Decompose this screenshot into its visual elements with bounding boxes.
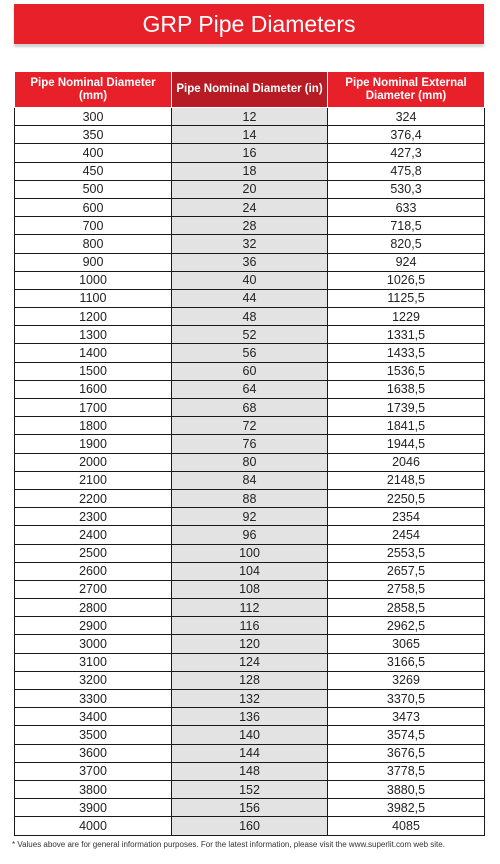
header-nominal-diameter-in: Pipe Nominal Diameter (in) xyxy=(172,72,328,108)
header-external-diameter-mm: Pipe Nominal External Diameter (mm) xyxy=(328,72,485,108)
cell-nominal-diameter-in: 12 xyxy=(172,108,328,126)
table-row xyxy=(15,308,485,326)
table-row xyxy=(15,799,485,817)
table-body xyxy=(15,108,485,836)
cell-nominal-diameter-in: 100 xyxy=(172,544,328,562)
cell-nominal-diameter-in: 116 xyxy=(172,617,328,635)
cell-nominal-diameter-in: 20 xyxy=(172,180,328,198)
cell-nominal-diameter-mm: 3900 xyxy=(15,799,172,817)
cell-nominal-diameter-mm: 400 xyxy=(15,144,172,162)
table-row xyxy=(15,453,485,471)
cell-external-diameter-mm: 376,4 xyxy=(328,126,485,144)
cell-external-diameter-mm: 2962,5 xyxy=(328,617,485,635)
cell-nominal-diameter-in: 64 xyxy=(172,380,328,398)
cell-nominal-diameter-mm: 2300 xyxy=(15,508,172,526)
cell-nominal-diameter-mm: 3100 xyxy=(15,653,172,671)
cell-nominal-diameter-in: 108 xyxy=(172,580,328,598)
cell-nominal-diameter-mm: 1900 xyxy=(15,435,172,453)
cell-external-diameter-mm: 633 xyxy=(328,198,485,216)
cell-external-diameter-mm: 3166,5 xyxy=(328,653,485,671)
table-row xyxy=(15,526,485,544)
table-row xyxy=(15,126,485,144)
cell-external-diameter-mm: 2553,5 xyxy=(328,544,485,562)
table-row xyxy=(15,780,485,798)
cell-nominal-diameter-in: 136 xyxy=(172,708,328,726)
pipe-diameter-table-container xyxy=(14,71,484,836)
cell-nominal-diameter-in: 18 xyxy=(172,162,328,180)
cell-external-diameter-mm: 1433,5 xyxy=(328,344,485,362)
cell-nominal-diameter-mm: 2500 xyxy=(15,544,172,562)
cell-nominal-diameter-in: 120 xyxy=(172,635,328,653)
cell-nominal-diameter-mm: 450 xyxy=(15,162,172,180)
cell-nominal-diameter-mm: 700 xyxy=(15,217,172,235)
cell-nominal-diameter-mm: 2400 xyxy=(15,526,172,544)
cell-nominal-diameter-mm: 2000 xyxy=(15,453,172,471)
cell-nominal-diameter-in: 96 xyxy=(172,526,328,544)
cell-nominal-diameter-mm: 300 xyxy=(15,108,172,126)
cell-external-diameter-mm: 718,5 xyxy=(328,217,485,235)
cell-nominal-diameter-in: 140 xyxy=(172,726,328,744)
table-row xyxy=(15,762,485,780)
table-row xyxy=(15,344,485,362)
table-row xyxy=(15,562,485,580)
table-row xyxy=(15,580,485,598)
cell-nominal-diameter-mm: 1100 xyxy=(15,289,172,307)
table-row xyxy=(15,508,485,526)
cell-nominal-diameter-mm: 3800 xyxy=(15,780,172,798)
cell-external-diameter-mm: 2354 xyxy=(328,508,485,526)
table-row xyxy=(15,380,485,398)
cell-nominal-diameter-in: 80 xyxy=(172,453,328,471)
cell-nominal-diameter-mm: 1200 xyxy=(15,308,172,326)
cell-external-diameter-mm: 530,3 xyxy=(328,180,485,198)
cell-nominal-diameter-in: 76 xyxy=(172,435,328,453)
cell-nominal-diameter-in: 36 xyxy=(172,253,328,271)
table-row xyxy=(15,180,485,198)
cell-nominal-diameter-mm: 500 xyxy=(15,180,172,198)
cell-nominal-diameter-in: 148 xyxy=(172,762,328,780)
cell-nominal-diameter-mm: 3500 xyxy=(15,726,172,744)
cell-nominal-diameter-mm: 3200 xyxy=(15,671,172,689)
cell-nominal-diameter-mm: 2200 xyxy=(15,489,172,507)
table-row xyxy=(15,817,485,835)
cell-nominal-diameter-in: 28 xyxy=(172,217,328,235)
cell-external-diameter-mm: 2657,5 xyxy=(328,562,485,580)
cell-external-diameter-mm: 1944,5 xyxy=(328,435,485,453)
table-row xyxy=(15,599,485,617)
cell-nominal-diameter-in: 44 xyxy=(172,289,328,307)
cell-nominal-diameter-in: 160 xyxy=(172,817,328,835)
cell-nominal-diameter-in: 104 xyxy=(172,562,328,580)
cell-nominal-diameter-mm: 3000 xyxy=(15,635,172,653)
table-row xyxy=(15,726,485,744)
table-row xyxy=(15,417,485,435)
table-row xyxy=(15,489,485,507)
header-nominal-diameter-mm: Pipe Nominal Diameter (mm) xyxy=(15,72,172,108)
cell-nominal-diameter-mm: 1600 xyxy=(15,380,172,398)
cell-nominal-diameter-mm: 3300 xyxy=(15,690,172,708)
cell-external-diameter-mm: 1331,5 xyxy=(328,326,485,344)
cell-nominal-diameter-in: 152 xyxy=(172,780,328,798)
cell-nominal-diameter-in: 124 xyxy=(172,653,328,671)
cell-nominal-diameter-mm: 1400 xyxy=(15,344,172,362)
cell-nominal-diameter-in: 68 xyxy=(172,399,328,417)
cell-nominal-diameter-mm: 4000 xyxy=(15,817,172,835)
cell-nominal-diameter-in: 88 xyxy=(172,489,328,507)
table-row xyxy=(15,671,485,689)
table-row xyxy=(15,235,485,253)
cell-external-diameter-mm: 3269 xyxy=(328,671,485,689)
cell-external-diameter-mm: 2148,5 xyxy=(328,471,485,489)
table-row xyxy=(15,544,485,562)
cell-nominal-diameter-mm: 2700 xyxy=(15,580,172,598)
cell-nominal-diameter-in: 112 xyxy=(172,599,328,617)
cell-nominal-diameter-mm: 1500 xyxy=(15,362,172,380)
cell-external-diameter-mm: 1026,5 xyxy=(328,271,485,289)
cell-nominal-diameter-in: 32 xyxy=(172,235,328,253)
cell-nominal-diameter-in: 84 xyxy=(172,471,328,489)
cell-nominal-diameter-in: 72 xyxy=(172,417,328,435)
cell-external-diameter-mm: 1536,5 xyxy=(328,362,485,380)
table-row xyxy=(15,326,485,344)
cell-external-diameter-mm: 475,8 xyxy=(328,162,485,180)
cell-nominal-diameter-mm: 2100 xyxy=(15,471,172,489)
table-row xyxy=(15,217,485,235)
cell-nominal-diameter-mm: 3700 xyxy=(15,762,172,780)
cell-external-diameter-mm: 1125,5 xyxy=(328,289,485,307)
cell-nominal-diameter-in: 24 xyxy=(172,198,328,216)
cell-nominal-diameter-in: 92 xyxy=(172,508,328,526)
table-row xyxy=(15,635,485,653)
cell-external-diameter-mm: 2250,5 xyxy=(328,489,485,507)
table-row xyxy=(15,362,485,380)
cell-external-diameter-mm: 1638,5 xyxy=(328,380,485,398)
cell-external-diameter-mm: 2758,5 xyxy=(328,580,485,598)
cell-external-diameter-mm: 3676,5 xyxy=(328,744,485,762)
cell-nominal-diameter-in: 132 xyxy=(172,690,328,708)
cell-nominal-diameter-in: 144 xyxy=(172,744,328,762)
cell-external-diameter-mm: 3778,5 xyxy=(328,762,485,780)
cell-external-diameter-mm: 2454 xyxy=(328,526,485,544)
cell-nominal-diameter-mm: 350 xyxy=(15,126,172,144)
cell-external-diameter-mm: 3473 xyxy=(328,708,485,726)
cell-nominal-diameter-mm: 2800 xyxy=(15,599,172,617)
cell-nominal-diameter-mm: 3600 xyxy=(15,744,172,762)
cell-nominal-diameter-mm: 2900 xyxy=(15,617,172,635)
cell-nominal-diameter-in: 48 xyxy=(172,308,328,326)
cell-external-diameter-mm: 924 xyxy=(328,253,485,271)
table-row xyxy=(15,435,485,453)
cell-external-diameter-mm: 1841,5 xyxy=(328,417,485,435)
table-row xyxy=(15,708,485,726)
cell-nominal-diameter-in: 156 xyxy=(172,799,328,817)
cell-nominal-diameter-mm: 1000 xyxy=(15,271,172,289)
cell-external-diameter-mm: 3574,5 xyxy=(328,726,485,744)
cell-external-diameter-mm: 3065 xyxy=(328,635,485,653)
cell-external-diameter-mm: 3880,5 xyxy=(328,780,485,798)
cell-nominal-diameter-mm: 900 xyxy=(15,253,172,271)
table-row xyxy=(15,289,485,307)
cell-external-diameter-mm: 2858,5 xyxy=(328,599,485,617)
pipe-diameter-table xyxy=(14,71,485,836)
cell-nominal-diameter-in: 52 xyxy=(172,326,328,344)
cell-nominal-diameter-mm: 2600 xyxy=(15,562,172,580)
table-row xyxy=(15,471,485,489)
cell-nominal-diameter-in: 128 xyxy=(172,671,328,689)
table-row xyxy=(15,162,485,180)
table-row xyxy=(15,144,485,162)
page-title: GRP Pipe Diameters xyxy=(14,4,484,44)
cell-nominal-diameter-mm: 1800 xyxy=(15,417,172,435)
cell-nominal-diameter-mm: 600 xyxy=(15,198,172,216)
cell-nominal-diameter-mm: 800 xyxy=(15,235,172,253)
cell-external-diameter-mm: 3370,5 xyxy=(328,690,485,708)
table-row xyxy=(15,617,485,635)
cell-external-diameter-mm: 324 xyxy=(328,108,485,126)
cell-nominal-diameter-mm: 3400 xyxy=(15,708,172,726)
table-row xyxy=(15,399,485,417)
cell-external-diameter-mm: 427,3 xyxy=(328,144,485,162)
table-row xyxy=(15,653,485,671)
cell-external-diameter-mm: 1229 xyxy=(328,308,485,326)
cell-nominal-diameter-in: 16 xyxy=(172,144,328,162)
table-row xyxy=(15,744,485,762)
cell-nominal-diameter-mm: 1300 xyxy=(15,326,172,344)
table-row xyxy=(15,271,485,289)
cell-external-diameter-mm: 1739,5 xyxy=(328,399,485,417)
footnote: * Values above are for general information purposes. For the latest information, please visit the www.superlit.com web site. xyxy=(12,840,445,849)
table-row xyxy=(15,690,485,708)
cell-nominal-diameter-mm: 1700 xyxy=(15,399,172,417)
cell-external-diameter-mm: 4085 xyxy=(328,817,485,835)
cell-external-diameter-mm: 820,5 xyxy=(328,235,485,253)
table-header-row xyxy=(15,72,485,108)
table-row xyxy=(15,108,485,126)
cell-nominal-diameter-in: 40 xyxy=(172,271,328,289)
cell-external-diameter-mm: 3982,5 xyxy=(328,799,485,817)
cell-nominal-diameter-in: 60 xyxy=(172,362,328,380)
table-row xyxy=(15,198,485,216)
cell-nominal-diameter-in: 14 xyxy=(172,126,328,144)
cell-nominal-diameter-in: 56 xyxy=(172,344,328,362)
table-row xyxy=(15,253,485,271)
cell-external-diameter-mm: 2046 xyxy=(328,453,485,471)
